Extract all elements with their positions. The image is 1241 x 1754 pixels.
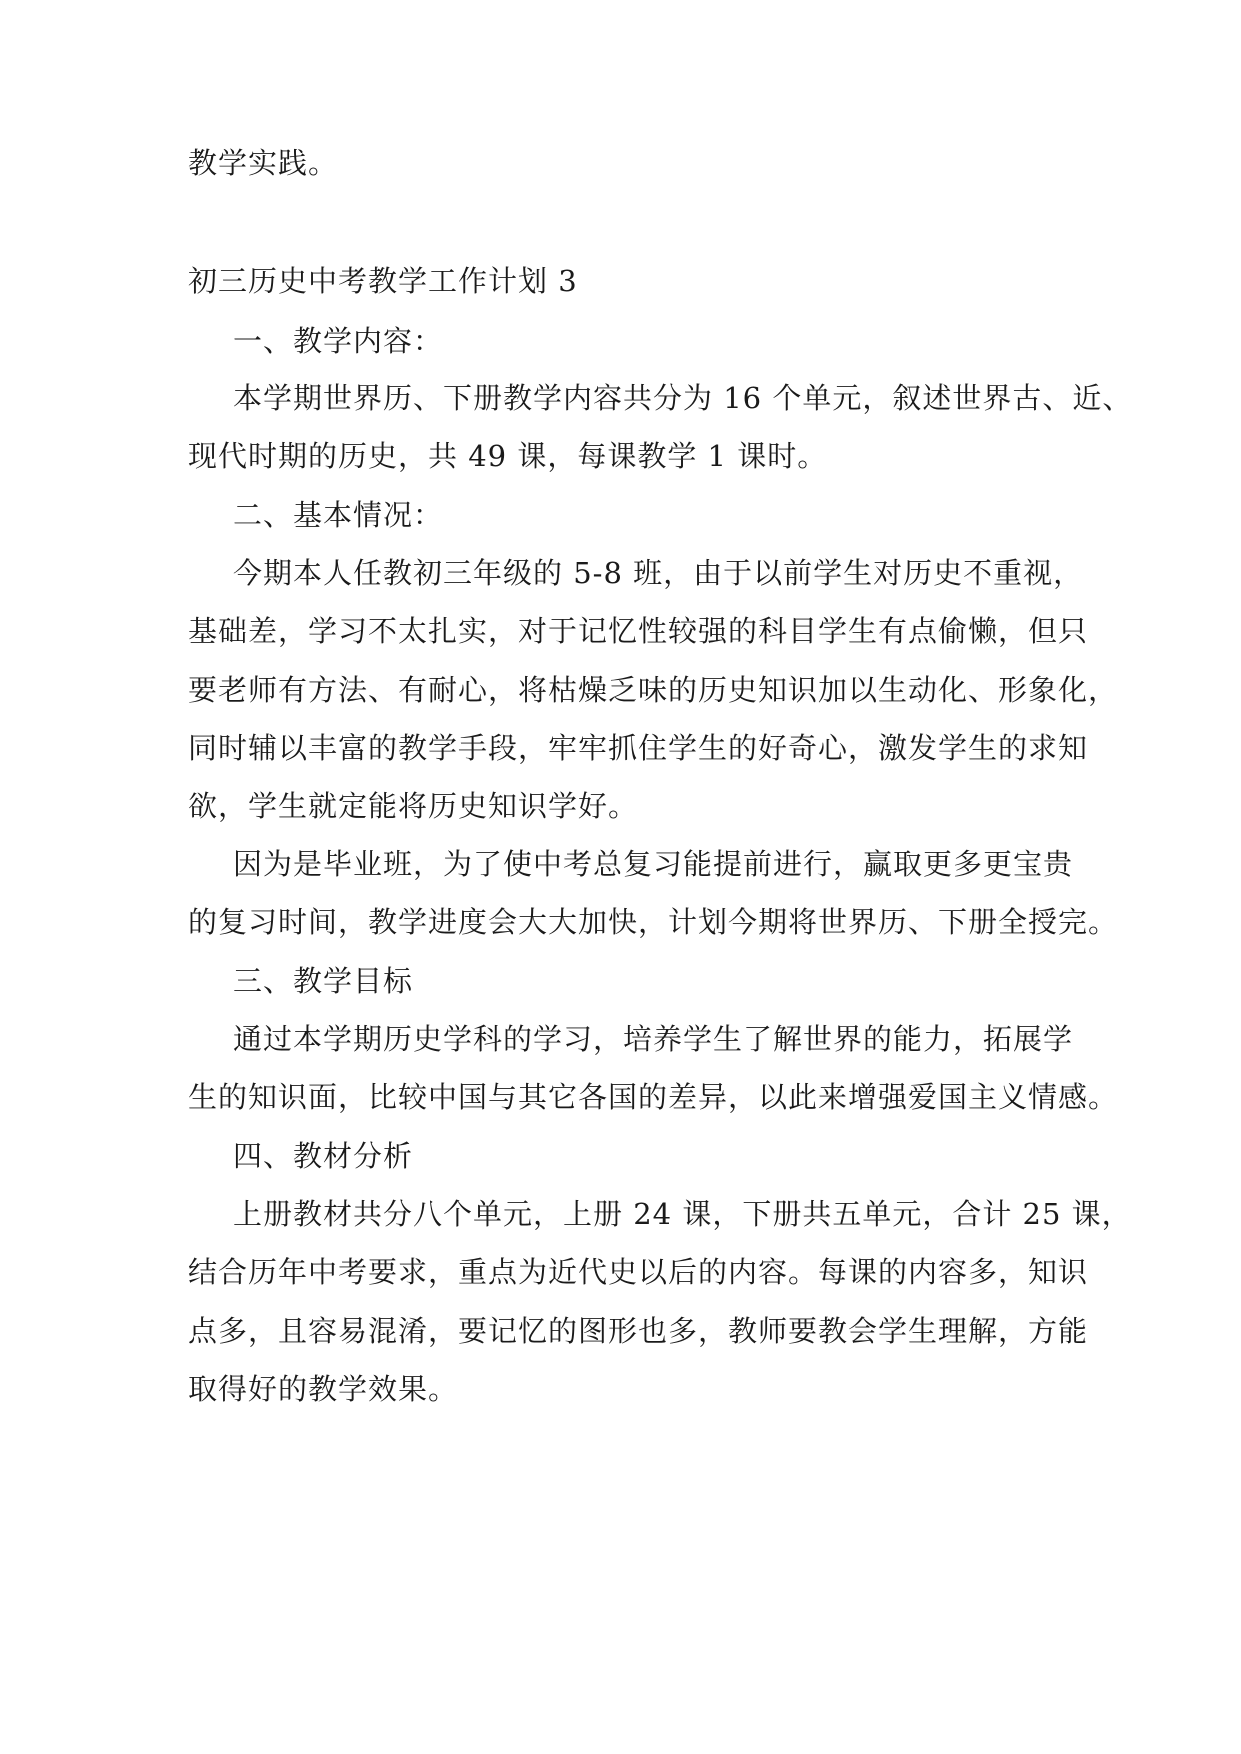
paragraph-line: 结合历年中考要求，重点为近代史以后的内容。每课的内容多，知识 bbox=[188, 1255, 1089, 1289]
section-heading-4: 四、教材分析 bbox=[233, 1139, 414, 1173]
paragraph-line: 取得好的教学效果。 bbox=[188, 1372, 459, 1406]
paragraph-line: 要老师有方法、有耐心，将枯燥乏味的历史知识加以生动化、形象化， bbox=[188, 673, 1119, 707]
paragraph-line: 因为是毕业班，为了使中考总复习能提前进行，赢取更多更宝贵 bbox=[233, 847, 1074, 881]
paragraph-line: 的复习时间，教学进度会大大加快，计划今期将世界历、下册全授完。 bbox=[188, 905, 1119, 939]
section-heading-1: 一、教学内容： bbox=[233, 324, 444, 358]
paragraph-line: 上册教材共分八个单元，上册 24 课，下册共五单元，合计 25 课， bbox=[233, 1197, 1132, 1231]
paragraph-line: 本学期世界历、下册教学内容共分为 16 个单元，叙述世界古、近、 bbox=[233, 381, 1133, 415]
section-heading-2: 二、基本情况： bbox=[233, 498, 444, 532]
paragraph-line: 现代时期的历史，共 49 课，每课教学 1 课时。 bbox=[188, 439, 828, 473]
section-heading-3: 三、教学目标 bbox=[233, 964, 414, 998]
paragraph-line: 点多，且容易混淆，要记忆的图形也多，教师要教会学生理解，方能 bbox=[188, 1314, 1089, 1348]
document-title: 初三历史中考教学工作计划 3 bbox=[188, 264, 578, 298]
paragraph-line: 欲，学生就定能将历史知识学好。 bbox=[188, 789, 639, 823]
paragraph-line: 今期本人任教初三年级的 5-8 班，由于以前学生对历史不重视， bbox=[233, 556, 1084, 590]
paragraph-line: 同时辅以丰富的教学手段，牢牢抓住学生的好奇心，激发学生的求知 bbox=[188, 731, 1089, 765]
paragraph-line: 生的知识面，比较中国与其它各国的差异，以此来增强爱国主义情感。 bbox=[188, 1080, 1119, 1114]
paragraph-line: 基础差，学习不太扎实，对于记忆性较强的科目学生有点偷懒，但只 bbox=[188, 614, 1089, 648]
carryover-text: 教学实践。 bbox=[188, 146, 339, 180]
paragraph-line: 通过本学期历史学科的学习，培养学生了解世界的能力，拓展学 bbox=[233, 1022, 1074, 1056]
